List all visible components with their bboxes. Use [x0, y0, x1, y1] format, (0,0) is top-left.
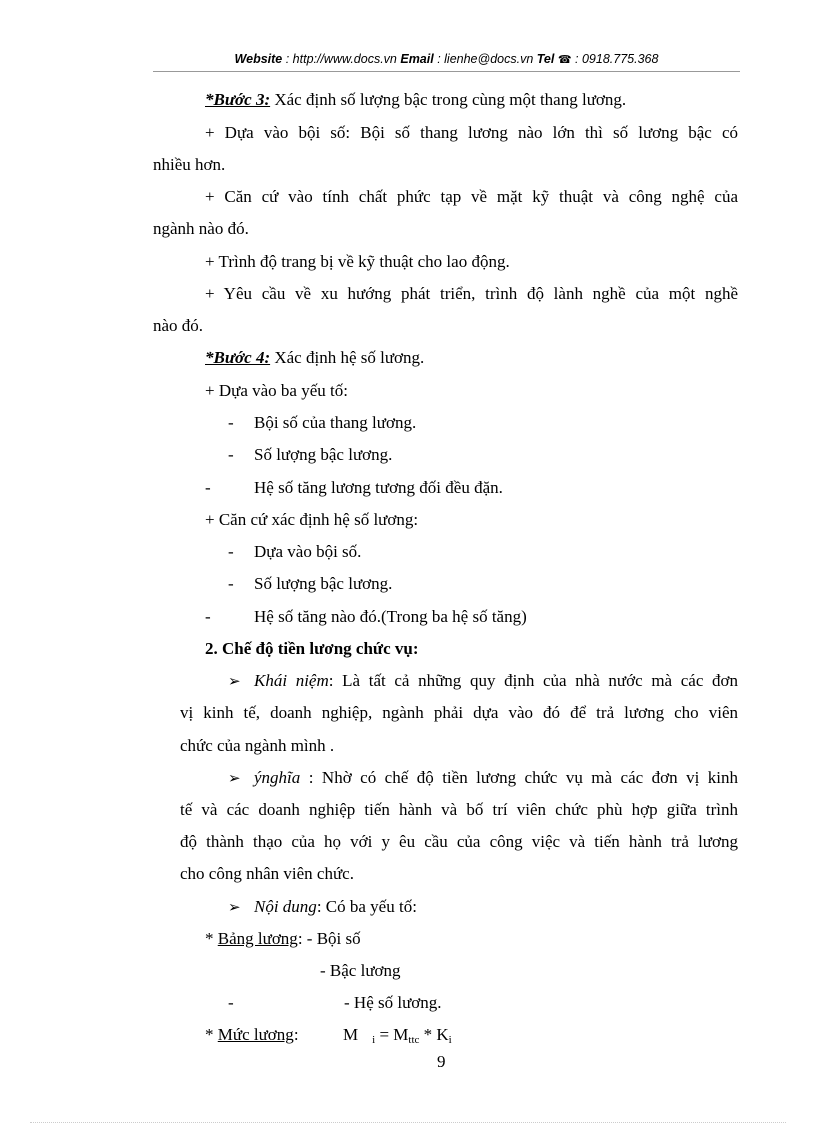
list-dash: -	[228, 574, 234, 593]
salary-level-line	[205, 1025, 299, 1045]
formula-sub-ki: i	[448, 1034, 452, 1046]
step4-factor3: Hệ số tăng lương tương đối đều đặn.	[254, 478, 503, 497]
step4-factor2: Số lượng bậc lương.	[254, 445, 393, 464]
page-number: 9	[437, 1052, 446, 1071]
website-value: : http://www.docs.vn	[282, 52, 401, 66]
step4-basis1: Dựa vào bội số.	[254, 542, 362, 561]
formula-sub-ttc: ttc	[408, 1034, 420, 1046]
arrow-bullet-icon: ➢	[228, 769, 241, 787]
table-item3: - Hệ số lương.	[344, 993, 442, 1012]
step3-item2-line1: + Căn cứ vào tính chất phức tạp về mặt kỹ thuật và công nghệ của	[205, 187, 738, 206]
step4-basis-intro: + Căn cứ xác định hệ số lương:	[205, 510, 419, 529]
list-dash: -	[205, 607, 211, 626]
meaning-line1	[228, 768, 738, 788]
step3-item1-line2: nhiều hơn.	[153, 155, 226, 174]
list-dash: -	[228, 993, 234, 1012]
table-prefix: *	[205, 929, 218, 948]
content-line	[228, 897, 417, 917]
step4-heading	[205, 348, 424, 368]
step3-label: *Bước 3:	[205, 90, 271, 109]
content-label: Nội dung	[254, 897, 317, 916]
step3-heading	[205, 90, 626, 110]
step3-item1-line1: + Dựa vào bội số: Bội số thang lương nào lớn thì số lương bậc có	[205, 123, 738, 142]
section2-title: 2. Chế độ tiền lương chức vụ:	[205, 639, 419, 658]
table-label: Bảng lương	[217, 929, 298, 948]
tel-value: : 0918.775.368	[571, 52, 659, 66]
header-divider	[153, 71, 740, 72]
formula-sub-i: i	[372, 1034, 376, 1046]
page-header	[153, 52, 740, 66]
concept-line2: vị kinh tế, doanh nghiệp, ngành phải dựa vào đó để trả lương cho viên	[180, 703, 738, 722]
table-item2: - Bậc lương	[320, 961, 401, 980]
step3-text: Xác định số lượng bậc trong cùng một thang lương.	[270, 90, 627, 109]
formula-eq: = M	[375, 1025, 409, 1044]
concept-line1	[228, 671, 738, 691]
email-value: : lienhe@docs.vn	[433, 52, 537, 66]
website-label: Website	[234, 52, 283, 66]
step4-factor1: Bội số của thang lương.	[254, 413, 417, 432]
step3-item3: + Trình độ trang bị về kỹ thuật cho lao động.	[205, 252, 510, 271]
list-dash: -	[228, 413, 234, 432]
step4-factors-intro: + Dựa vào ba yếu tố:	[205, 381, 348, 400]
list-dash: -	[228, 542, 234, 561]
step4-basis3: Hệ số tăng nào đó.(Trong ba hệ số tăng)	[254, 607, 527, 626]
salary-table-line	[205, 929, 361, 949]
tel-label: Tel	[536, 52, 555, 66]
phone-icon: ☎	[557, 53, 572, 66]
concept-line3: chức của ngành mình .	[180, 736, 335, 755]
concept-label: Khái niệm	[254, 671, 329, 690]
step3-item4-line2: nào đó.	[153, 316, 204, 335]
email-label: Email	[400, 52, 434, 66]
list-dash: -	[205, 478, 211, 497]
salary-formula	[343, 1025, 452, 1045]
level-colon: :	[293, 1025, 299, 1044]
meaning-line2: tế và các doanh nghiệp tiến hành và bố trí viên chức phù hợp giữa trình	[180, 800, 738, 819]
meaning-line4: cho công nhân viên chức.	[180, 864, 354, 883]
step4-basis2: Số lượng bậc lương.	[254, 574, 393, 593]
formula-m: M	[343, 1025, 359, 1044]
meaning-line3: độ thành thạo của họ với y êu cầu của công việc và tiến hành trả lương	[180, 832, 738, 851]
level-prefix: *	[205, 1025, 218, 1044]
meaning-label: ýnghĩa	[254, 768, 301, 787]
step4-text: Xác định hệ số lương.	[270, 348, 425, 367]
level-label: Mức lương	[217, 1025, 294, 1044]
arrow-bullet-icon: ➢	[228, 898, 241, 916]
meaning-text: : Nhờ có chế độ tiền lương chức vụ mà các đơn vị kinh	[300, 768, 738, 787]
formula-mul: * K	[419, 1025, 449, 1044]
arrow-bullet-icon: ➢	[228, 672, 241, 690]
table-item1: : - Bội số	[297, 929, 361, 948]
step4-label: *Bước 4:	[205, 348, 271, 367]
list-dash: -	[228, 445, 234, 464]
step3-item4-line1: + Yêu cầu về xu hướng phát triển, trình độ lành nghề của một nghề	[205, 284, 738, 303]
step3-item2-line2: ngành nào đó.	[153, 219, 249, 238]
content-text: : Có ba yếu tố:	[316, 897, 417, 916]
concept-text: : Là tất cả những quy định của nhà nước mà các đơn	[328, 671, 739, 690]
